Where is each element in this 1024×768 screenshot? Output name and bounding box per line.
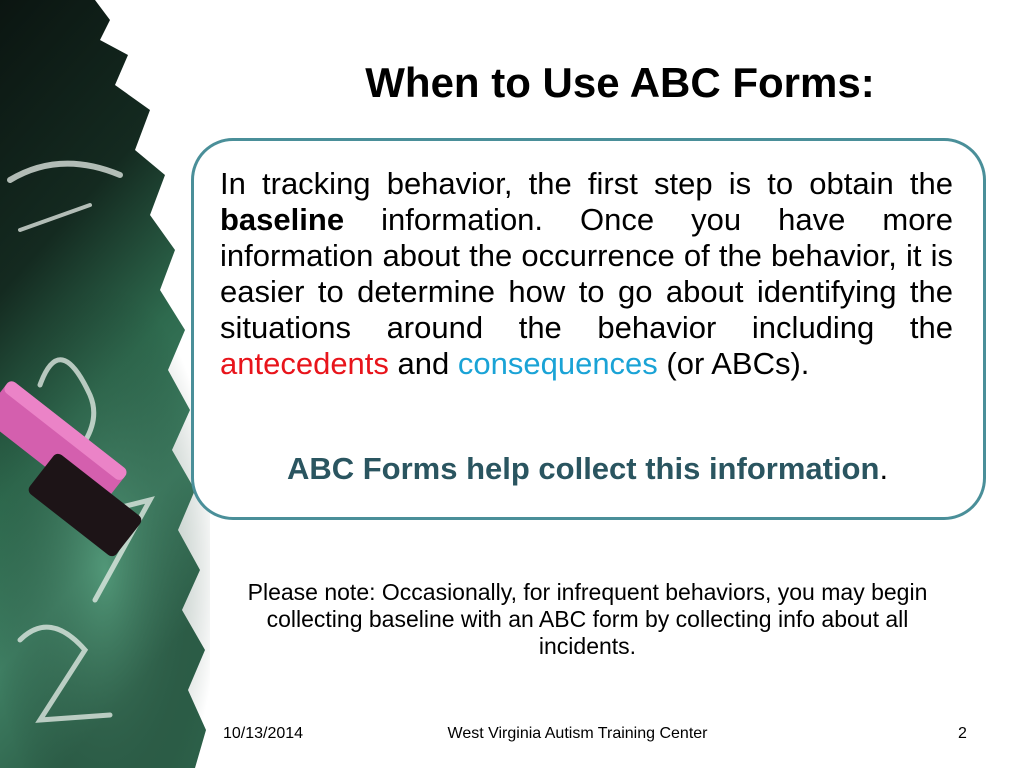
callout-text-and: and <box>388 346 458 381</box>
please-note-text: Please note: Occasionally, for infrequent behaviors, you may begin collecting baseline with an ABC form by collecting info about all incidents. <box>247 579 928 659</box>
consequences-term: consequences <box>457 346 658 381</box>
antecedents-term: antecedents <box>220 346 389 381</box>
callout-emphasis-text: ABC Forms help collect this information <box>286 451 880 486</box>
footer-page-number: 2 <box>958 725 967 742</box>
callout-paragraph <box>220 166 953 382</box>
footer-date: 10/13/2014 <box>223 725 304 742</box>
callout-text-end: (or ABCs). <box>657 346 810 381</box>
footer-organization: West Virginia Autism Training Center <box>447 725 708 742</box>
baseline-term: baseline <box>220 202 345 237</box>
slide-title: When to Use ABC Forms: <box>365 59 875 106</box>
callout-emphasis <box>200 450 975 488</box>
callout-emphasis-period: . <box>879 451 889 486</box>
callout-text-intro: In tracking behavior, the first step is to obtain the <box>220 166 953 201</box>
chalkboard-side-image <box>0 0 210 768</box>
callout-text-middle: information. Once you have more information about the occurrence of the behavior, it is easier to determine how to go about identifying the situations around the behavior including the <box>220 202 953 345</box>
